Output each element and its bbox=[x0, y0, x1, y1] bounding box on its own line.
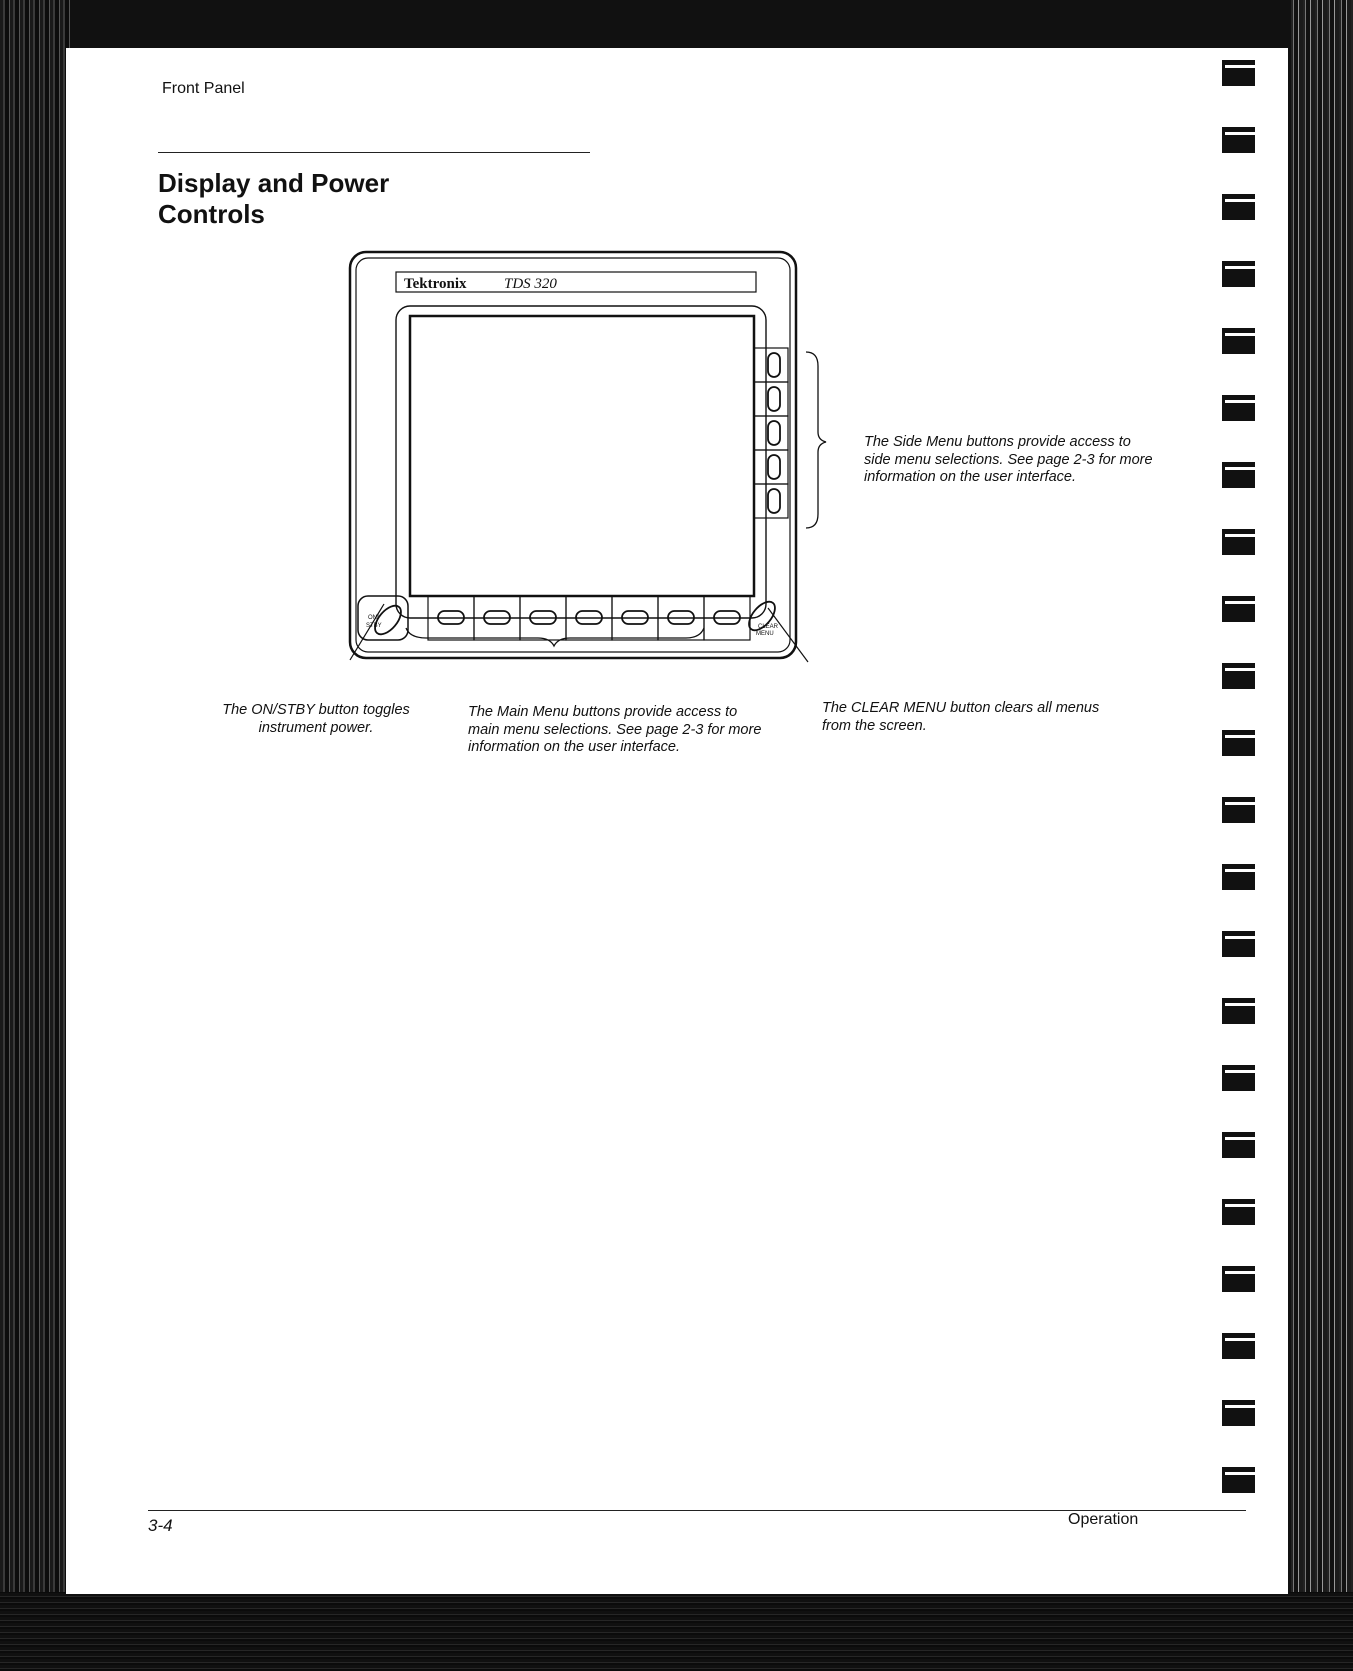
index-tab bbox=[1222, 864, 1255, 890]
footer-section: Operation bbox=[1068, 1511, 1139, 1528]
index-tab bbox=[1222, 1199, 1255, 1225]
index-tab bbox=[1222, 1132, 1255, 1158]
clear-label-1: CLEAR bbox=[758, 624, 779, 630]
index-tab bbox=[1222, 194, 1255, 220]
index-tab bbox=[1222, 797, 1255, 823]
clear-label-2: MENU bbox=[756, 631, 774, 637]
index-tab bbox=[1222, 261, 1255, 287]
scan-bottom-edge bbox=[0, 1592, 1353, 1671]
side-menu-button bbox=[768, 421, 780, 445]
section-title: Display and Power Controls bbox=[158, 168, 390, 229]
on-stby-label-1: ON/ bbox=[368, 615, 379, 621]
index-tab bbox=[1222, 1266, 1255, 1292]
index-tab bbox=[1222, 998, 1255, 1024]
power-caption: The ON/STBY button toggles instrument power. bbox=[222, 702, 410, 736]
document-page bbox=[66, 48, 1288, 1594]
scan-left-edge bbox=[0, 0, 70, 1671]
page-number: 3-4 bbox=[148, 1516, 173, 1535]
index-tab bbox=[1222, 1467, 1255, 1493]
index-tab bbox=[1222, 127, 1255, 153]
index-tab bbox=[1222, 931, 1255, 957]
clear-leader-line bbox=[768, 608, 808, 662]
side-menu-button bbox=[768, 353, 780, 377]
main-menu-brace bbox=[406, 628, 704, 646]
index-tabs bbox=[1222, 60, 1292, 1560]
index-tab bbox=[1222, 462, 1255, 488]
side-menu-button bbox=[768, 387, 780, 411]
index-tab bbox=[1222, 1065, 1255, 1091]
side-menu-button bbox=[768, 455, 780, 479]
scan-right-edge bbox=[1291, 0, 1353, 1671]
side-menu-caption: The Side Menu buttons provide access to side menu selections. See page 2-3 for more information on the user interface. bbox=[864, 434, 1153, 485]
brand-text: Tektronix bbox=[404, 276, 467, 292]
index-tab bbox=[1222, 730, 1255, 756]
index-tab bbox=[1222, 596, 1255, 622]
index-tab bbox=[1222, 395, 1255, 421]
on-stby-label-2: STBY bbox=[366, 623, 382, 629]
model-text: TDS 320 bbox=[504, 276, 557, 292]
clear-menu-caption: The CLEAR MENU button clears all menus from the screen. bbox=[822, 700, 1100, 734]
index-tab bbox=[1222, 1400, 1255, 1426]
main-menu-caption: The Main Menu buttons provide access to main menu selections. See page 2-3 for more information on the user interface. bbox=[468, 704, 762, 755]
side-menu-brace bbox=[806, 352, 826, 528]
running-header: Front Panel bbox=[162, 80, 245, 97]
display-screen bbox=[410, 316, 754, 596]
index-tab bbox=[1222, 529, 1255, 555]
side-menu-button bbox=[768, 489, 780, 513]
index-tab bbox=[1222, 328, 1255, 354]
index-tab bbox=[1222, 663, 1255, 689]
side-menu-buttons bbox=[754, 348, 788, 518]
index-tab bbox=[1222, 60, 1255, 86]
index-tab bbox=[1222, 1333, 1255, 1359]
